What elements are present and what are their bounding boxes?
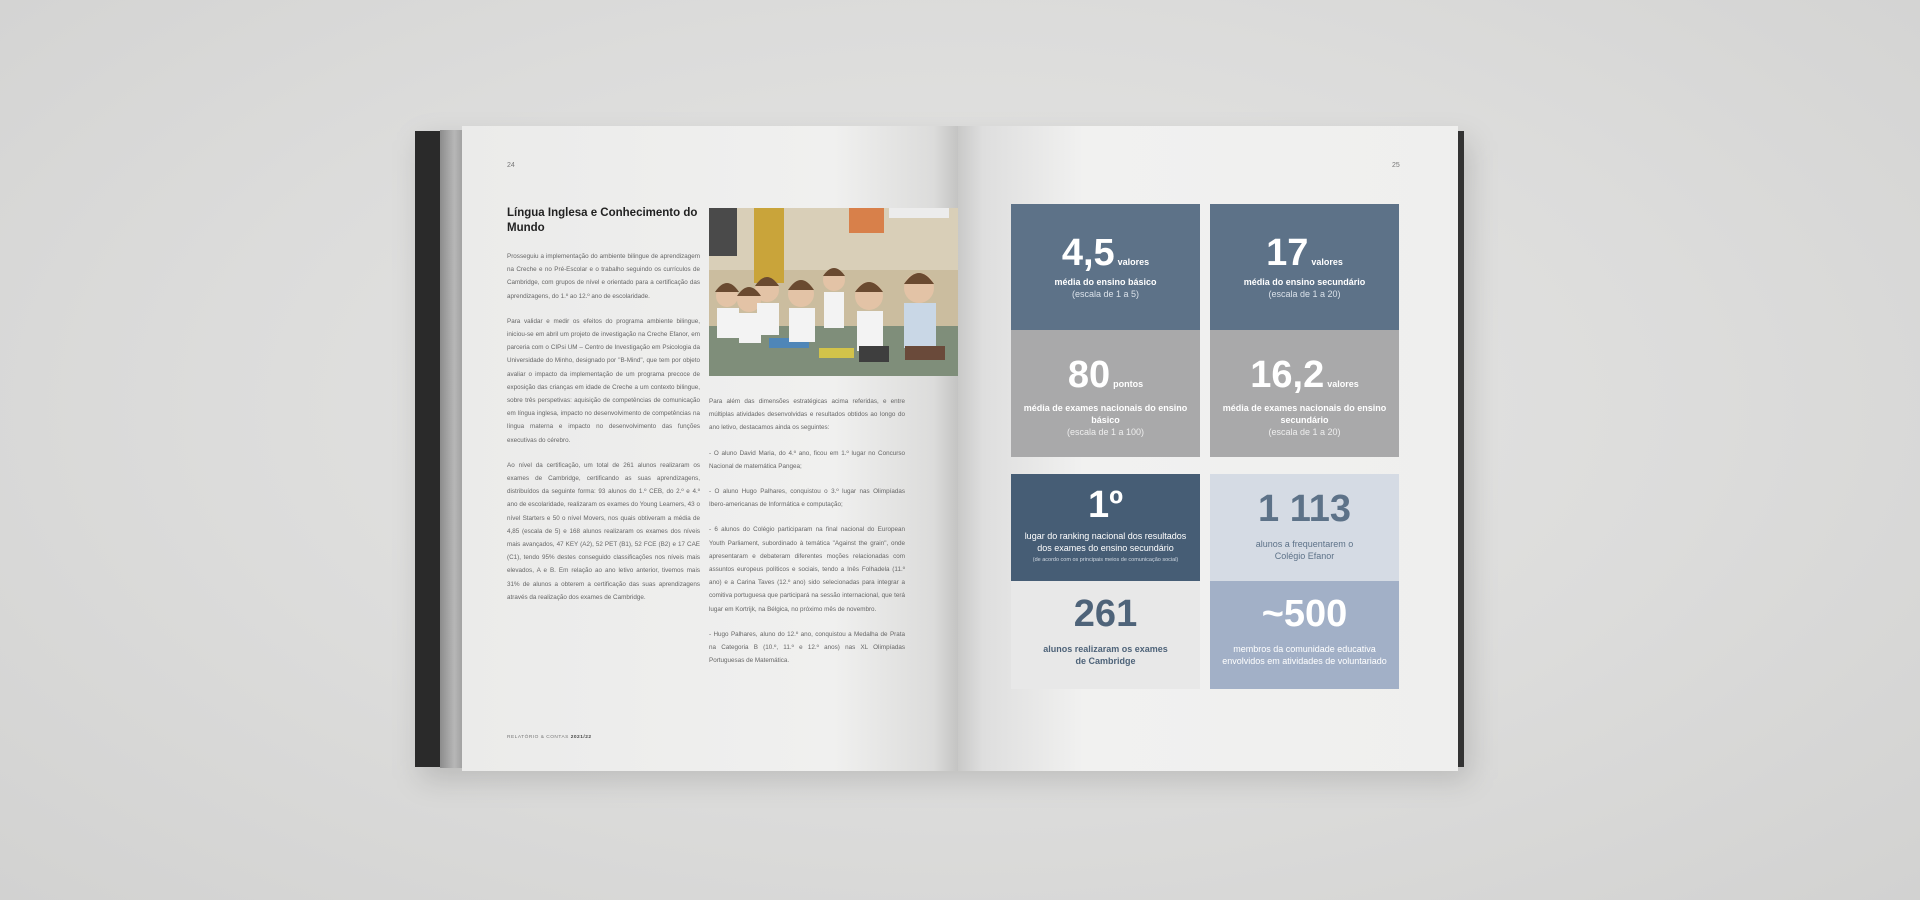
stat-tile-national-ranking [1011,474,1200,581]
stat-description: média de exames nacionais do ensino secundário [1222,403,1387,425]
section-heading: Língua Inglesa e Conhecimento do Mundo [507,207,698,234]
stat-description: alunos realizaram os exames de Cambridge [1043,644,1168,666]
stat-description: média do ensino básico [1054,277,1157,287]
stat-description: lugar do ranking nacional dos resultados dos exames do ensino secundário [1024,531,1187,553]
paragraph: Prosseguiu a implementação do ambiente bilingue de aprendizagem na Creche e no Pré-Escolar e o trabalho seguindo os currículos de Cambridge, com grupos de nível e orientado para a certificação das aprendizagens, do 1.º ao 12.º ano de escolaridade. [507,253,700,300]
stat-tile-secondary-national-exams [1210,330,1399,457]
stat-tile-cambridge-exams [1011,581,1200,689]
stat-value: 16,2 [1250,354,1325,396]
left-page [462,126,958,771]
paragraph: Para validar e medir os efeitos do programa ambiente bilingue, iniciou-se em abril um projeto de investigação na Creche Efanor, em parceria com o CIPsi UM – Centro de Investigação em Psicologia da Universidade do Minho, designado por "B-Mind", que tem por objeto avaliar o impacto da implementação de um programa precoce de exposição das crianças em idade de Creche a um contexto bilingue, sobre três perspetivas: aquisição de competências de comunicação em língua inglesa, impacto no desenvolvimento de competências na língua materna e impacto no desenvolvimento das funções executivas do cérebro. [507,317,700,444]
paragraph: - O aluno David Maria, do 4.º ano, ficou em 1.º lugar no Concurso Nacional de matemática Pangea; [709,449,905,470]
stat-unit: valores [1327,379,1359,389]
stat-value: 80 [1067,354,1111,396]
footer-year: 2021/22 [570,735,592,740]
stat-note: (escala de 1 a 5) [1071,289,1140,299]
stat-unit: valores [1311,257,1343,267]
stat-tile-volunteering [1210,581,1399,689]
stat-value: 261 [1073,593,1138,635]
stat-unit: pontos [1113,379,1144,389]
page-stack-left [440,130,464,768]
stat-note: (de acordo com os principais meios de comunicação social) [1032,557,1179,563]
page-footer [507,735,592,740]
stat-value: 1 113 [1258,488,1351,530]
stat-note: (escala de 1 a 20) [1268,427,1341,437]
right-page [958,126,1458,771]
stat-note: (escala de 1 a 100) [1066,427,1145,437]
stat-value: 17 [1266,232,1309,274]
text-column-left [507,250,700,616]
stat-value: ~500 [1261,593,1348,635]
stat-description: membros da comunidade educativa envolvidos em atividades de voluntariado [1222,644,1387,666]
stat-tile-students-enrolled [1210,474,1399,581]
footer-title: RELATÓRIO & CONTAS [507,735,569,740]
paragraph: - O aluno Hugo Palhares, conquistou o 3.º lugar nas Olimpíadas Ibero-americanas de Informática e computação; [709,488,905,509]
stat-value: 1º [1087,484,1123,526]
text-column-right [709,395,905,679]
page-number-right: 25 [1392,162,1400,169]
paragraph: - 6 alunos do Colégio participaram na final nacional do European Youth Parliament, subordinado à temática "Against the grain", onde apresentaram e debateram diferentes moções relacionadas com assuntos europeus políticos e sociais, tendo a Inês Folhadela (11.º ano) e a Carina Taves (12.º ano) sido selecionadas para integrar a comitiva portuguesa que participará na sessão internacional, que terá lugar em Kortrijk, na Bélgica, no próximo mês de novembro. [709,526,905,613]
paragraph: - Hugo Palhares, aluno do 12.º ano, conquistou a Medalha de Prata na Categoria B (10.º, 11.º e 12.º anos) nas XL Olimpíadas Portuguesas de Matemática. [709,630,905,665]
stat-tile-secondary-average [1210,204,1399,330]
children-photo [709,208,958,376]
stat-unit: valores [1117,257,1150,267]
stat-tile-basic-average [1011,204,1200,330]
paragraph: Para além das dimensões estratégicas acima referidas, e entre múltiplas atividades desenvolvidas e resultados obtidos ao longo do ano letivo, destacamos ainda os seguintes: [709,398,905,432]
stat-value: 4,5 [1061,232,1115,274]
stat-tile-basic-national-exams [1011,330,1200,457]
stat-note: (escala de 1 a 20) [1268,289,1341,299]
stat-description: alunos a frequentarem o Colégio Efanor [1255,539,1354,561]
stat-description: média do ensino secundário [1243,277,1366,287]
page-number-left: 24 [507,162,515,169]
stat-description: média de exames nacionais do ensino básico [1023,403,1188,425]
paragraph: Ao nível da certificação, um total de 261 alunos realizaram os exames de Cambridge, certificando as suas aprendizagens, distribuídos da seguinte forma: 93 alunos do 1.º CEB, do 2.º e 4.º ano de escolaridade, realizaram os exames do Young Learners, 43 o nível Starters e 50 o nível Movers, nos quais obtiveram a média de 4,85 (escala de 5) e 168 alunos realizaram os exames dos níveis mais avançados, 47 KEY (A2), 52 PET (B1), 52 FCE (B2) e 17 CAE (C1), tendo 95% destes conseguido classificações nos níveis mais elevados, A e B. Em relação ao ano letivo anterior, tivemos mais 31% de alunos a obterem a certificação das suas aprendizagens através da realização dos exames de Cambridge. [507,461,700,601]
